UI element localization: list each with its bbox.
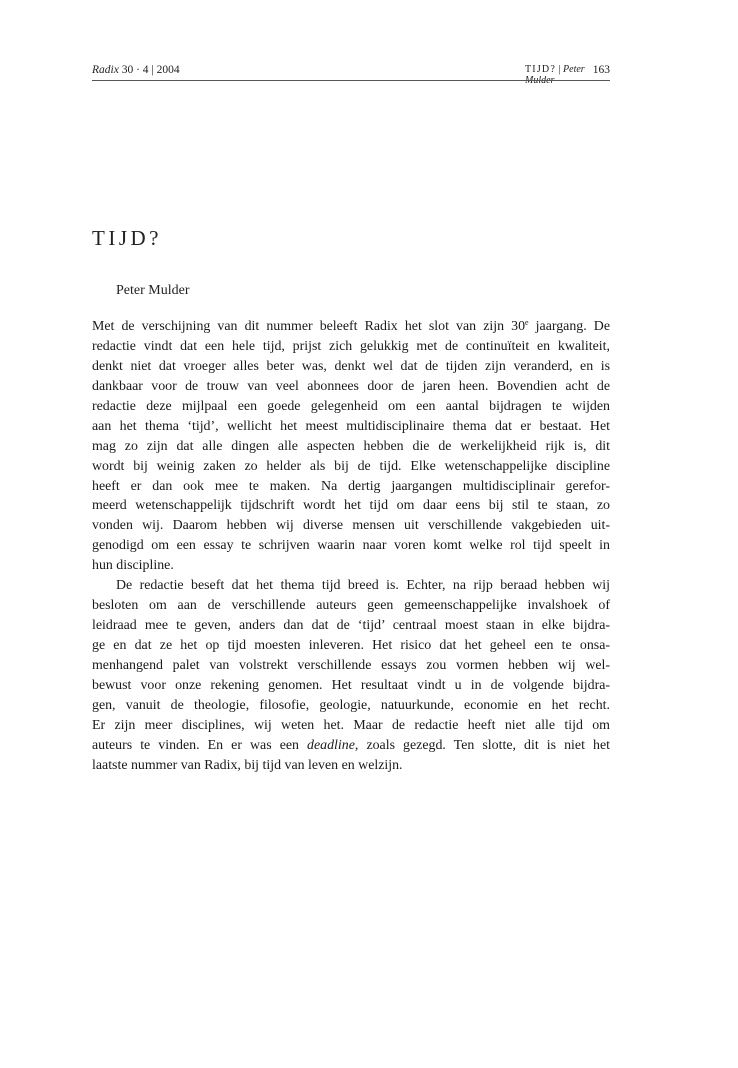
body-line: ge en dat ze het op tijd moesten inleveren. Het risico dat het geheel een te onsa- — [92, 638, 610, 653]
body-line-text: auteurs te vinden. En er was een — [92, 737, 308, 753]
body-line — [92, 736, 610, 756]
article-body — [92, 317, 610, 776]
body-line-text: , zoals gezegd. Ten slotte, dit is niet het — [354, 737, 610, 753]
volume-issue: 30 · 4 | 2004 — [121, 64, 180, 76]
body-line: menhangend palet van volstrekt verschillende essays zou vormen hebben wij wel- — [92, 657, 610, 673]
article-author: Peter Mulder — [116, 283, 190, 298]
body-line: hun discipline. — [92, 558, 174, 574]
superscript-ordinal: e — [525, 318, 529, 327]
body-line: bewust voor onze rekening genomen. Het resultaat vindt u in de volgende bijdra- — [92, 677, 610, 693]
running-header — [92, 60, 610, 86]
body-line: meerd wetenschappelijk tijdschrift wordt het tijd om daar eens bij stil te staan, zo — [92, 498, 610, 514]
body-line: mag zo zijn dat alle dingen alle aspecten hebben die de werkelijkheid rijk is, dit — [92, 438, 610, 454]
paragraph-1 — [92, 317, 610, 576]
body-line: heeft er dan ook mee te maken. Na dertig jaargangen multidisciplinair gerefor- — [92, 478, 610, 494]
body-line: Er zijn meer disciplines, wij weten het. Maar de redactie heeft niet alle tijd om — [92, 717, 610, 733]
body-line: gen, vanuit de theologie, filosofie, geologie, natuurkunde, economie en het recht. — [92, 697, 610, 713]
body-line: laatste nummer van Radix, bij tijd van leven en welzijn. — [92, 757, 403, 773]
article-title: TIJD? — [92, 226, 162, 250]
body-line: vonden wij. Daarom hebben wij diverse mensen uit verschillende vakgebieden uit- — [92, 518, 610, 534]
body-line: redactie vindt dat een hele tijd, prijst zich gelukkig met de continuïteit en kwaliteit, — [92, 338, 610, 354]
body-line: De redactie beseft dat het thema tijd breed is. Echter, na rijp beraad hebben wij — [116, 578, 610, 594]
body-line-text: jaargang. De — [528, 319, 610, 334]
body-line: aan het thema ‘tijd’, wellicht het meest multidisciplinaire thema dat er bestaat. Het — [92, 418, 610, 434]
paragraph-2 — [92, 576, 610, 775]
header-rule — [92, 80, 610, 81]
body-line: genodigd om een essay te schrijven waarin naar voren komt welke rol tijd speelt in — [92, 538, 610, 554]
body-line: wordt bij weinig zaken zo helder als bij de tijd. Elke wetenschappelijke discipline — [92, 458, 610, 474]
page-number: 163 — [592, 64, 610, 76]
body-line: leidraad mee te geven, anders dan dat de ‘tijd’ centraal moest staan in elke bijdra- — [92, 618, 610, 634]
body-line — [92, 317, 610, 337]
italic-term: deadline — [307, 737, 355, 753]
body-line-text: Met de verschijning van dit nummer beleeft Radix het slot van zijn 30 — [92, 319, 526, 334]
body-line: redactie deze mijlpaal een goede gelegenheid om een aantal bijdragen te wijden — [92, 398, 610, 414]
running-author: Peter Mulder — [525, 64, 585, 86]
header-separator: | — [558, 64, 561, 75]
running-title: TIJD? — [525, 64, 556, 75]
body-line: dankbaar voor de trouw van veel abonnees door de jaren heen. Bovendien acht de — [92, 378, 610, 394]
journal-name: Radix — [92, 64, 119, 76]
body-line: besloten om aan de verschillende auteurs geen gemeenschappelijke invalshoek of — [92, 598, 610, 614]
header-journal-info — [92, 64, 180, 76]
body-line: denkt niet dat vroeger alles beter was, denkt wel dat de tijden zijn veranderd, en is — [92, 358, 610, 374]
